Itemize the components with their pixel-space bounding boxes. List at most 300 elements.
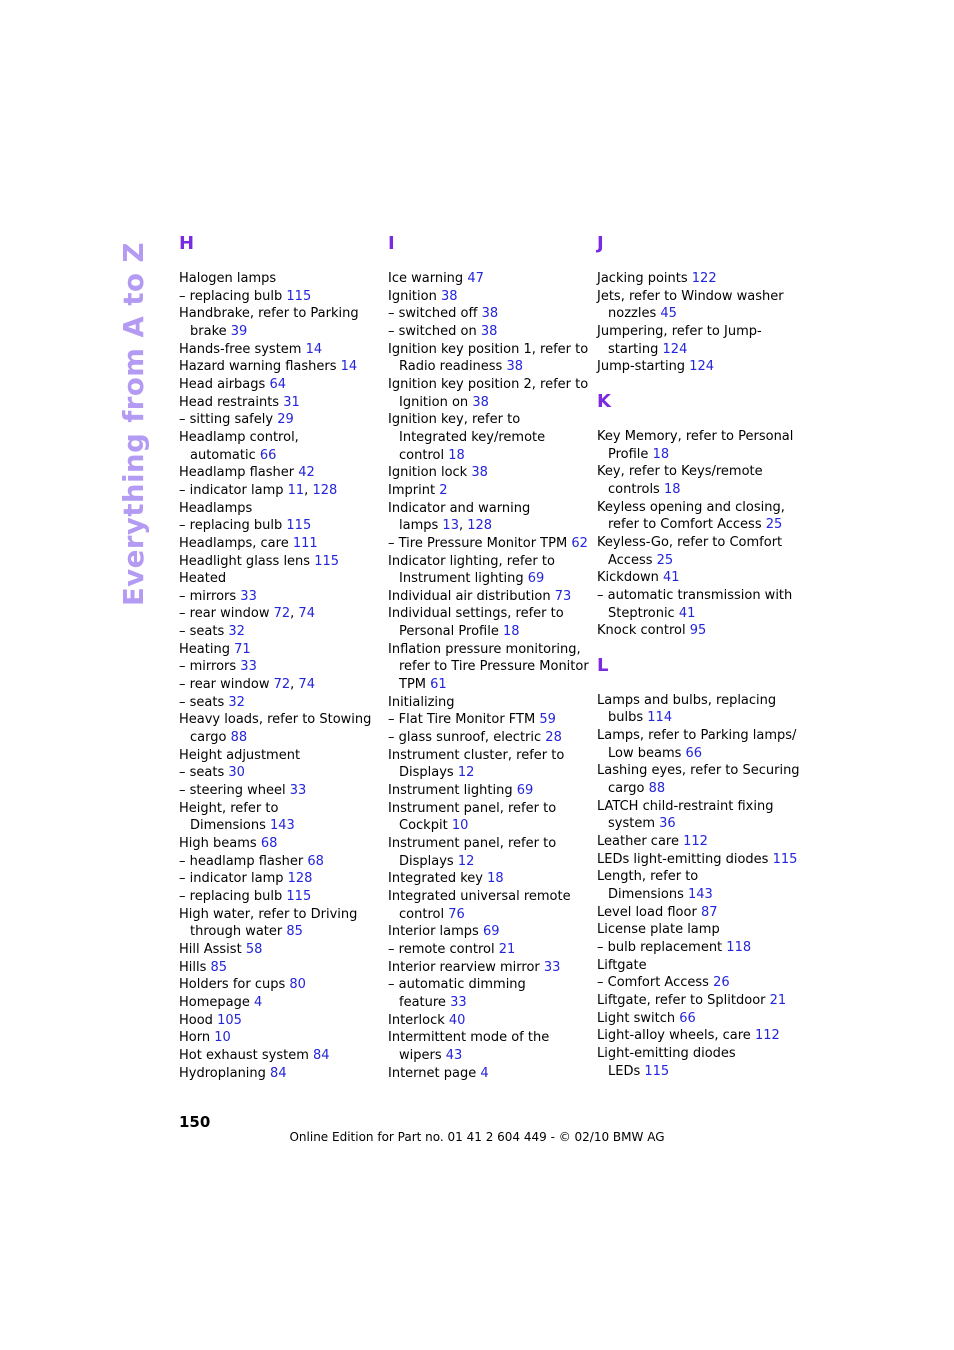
entry-text: Holders for cups [179,977,286,993]
index-section [179,232,384,1082]
page-reference-link[interactable]: 84 [313,1047,330,1063]
page-reference-link[interactable]: 21 [498,941,516,957]
entry-text: Handbrake, refer to Parking [179,306,359,322]
index-entry [388,1065,593,1083]
page-reference-link[interactable]: 115 [286,518,312,534]
index-column-1 [179,228,384,1082]
entry-text: starting [608,341,659,357]
entry-text: Hill Assist [179,941,242,957]
index-entry [597,1045,802,1080]
entry-text: Intermittent mode of the [388,1030,550,1046]
entry-text: – indicator lamp [179,482,284,498]
index-entry [179,341,384,359]
page-reference-link[interactable]: 45 [660,306,677,322]
entry-text: Head airbags [179,376,266,392]
page-reference-link[interactable]: 66 [259,447,277,463]
index-entry [179,835,384,853]
page-reference-link[interactable]: 115 [644,1063,670,1079]
index-entry [179,959,384,977]
index-entry [388,800,593,835]
index-entry [388,923,593,941]
index-entry [388,888,593,923]
entry-text: Imprint [388,482,436,498]
entry-text: – seats [179,624,225,640]
entry-text: – replacing bulb [179,888,283,904]
entry-text: Interior lamps [388,924,479,940]
page-reference-link[interactable]: 68 [307,853,324,869]
entry-text: Dimensions [190,818,266,834]
page-reference-link[interactable]: 143 [270,818,295,834]
page-reference-link[interactable]: 62 [571,535,588,551]
page-reference-link[interactable]: 58 [245,941,263,957]
index-subentry [388,535,593,553]
page-reference-link[interactable]: 112 [683,834,708,850]
page-reference-link[interactable]: 74 [298,677,315,693]
page-reference-link[interactable]: 2 [439,482,448,498]
page-reference-link[interactable]: 38 [472,394,489,410]
entry-text: – bulb replacement [597,940,723,955]
page-reference-link[interactable]: 115 [314,553,340,569]
page-reference-link[interactable]: 40 [448,1012,466,1028]
entry-text: Ice warning [388,271,464,286]
entry-text: Light switch [597,1010,676,1026]
entry-text: Level load floor [597,904,697,920]
index-entry [597,992,802,1010]
index-entry [388,870,593,888]
index-section [388,232,593,1082]
footer-text: Online Edition for Part no. 01 41 2 604 449 - © 02/10 BMW AG [289,1130,665,1144]
index-section [597,654,802,1080]
index-entry [388,747,593,782]
entry-text: Hydroplaning [179,1065,266,1081]
entry-text: Personal Profile [399,624,499,640]
page-reference-link[interactable]: 84 [270,1065,287,1081]
entry-text: – seats [179,694,225,710]
entry-text: Ignition on [399,394,469,410]
page-reference-link[interactable]: 115 [286,888,312,904]
entry-text: TPM [399,677,426,693]
entry-text: Displays [399,853,454,869]
page-reference-link[interactable]: 14 [305,341,323,357]
page-reference-link[interactable]: 64 [269,376,286,392]
page-reference-link[interactable]: 128 [467,518,493,534]
index-subentry [597,587,802,622]
index-entry [597,762,802,797]
index-entry [388,376,593,411]
index-entry [179,429,384,464]
page-reference-link[interactable]: 33 [450,994,467,1010]
index-subentry [179,888,384,906]
page-reference-link[interactable]: 71 [234,641,251,657]
entry-text: Headlamp flasher [179,465,295,481]
index-entry [388,782,593,800]
index-subentry [179,288,384,306]
entry-text: High water, refer to Driving [179,906,358,922]
index-entry [388,959,593,977]
entry-text: Displays [399,765,454,781]
page-reference-link[interactable]: 31 [283,394,300,410]
index-entry [597,499,802,534]
entry-text: Jump-starting [597,359,686,375]
index-entry [179,535,384,553]
index-entry [597,798,802,833]
entry-text: – remote control [388,941,495,957]
index-entry [179,270,384,288]
entry-text: Instrument panel, refer to [388,836,557,851]
page-reference-link[interactable]: 115 [286,288,312,304]
entry-text: Integrated key [388,871,483,887]
page-reference-link[interactable]: 43 [445,1047,463,1063]
page-reference-link[interactable]: 124 [662,341,688,357]
page-reference-link[interactable]: 12 [457,853,475,869]
entry-text: Knock control [597,623,686,639]
page-reference-link[interactable]: 18 [652,446,670,462]
page-reference-link[interactable]: 26 [713,975,730,991]
index-entry [179,305,384,340]
index-entry [597,288,802,323]
entry-text: control [399,447,445,463]
entry-text: Hills [179,959,207,975]
index-entry [597,428,802,463]
entry-text: Light-emitting diodes [597,1045,736,1061]
entry-text: Heated [179,571,227,587]
entry-text: Jacking points [597,271,688,286]
entry-text: – rear window [179,606,270,622]
page-reference-link[interactable]: 95 [689,623,707,639]
page-reference-link[interactable]: 111 [292,535,318,551]
index-entry [597,323,802,358]
section-letter: K [597,390,611,412]
index-entry [597,270,802,288]
page-reference-link[interactable]: 74 [298,606,315,622]
entry-text: – indicator lamp [179,871,284,887]
index-entry [597,569,802,587]
entry-text: – headlamp flasher [179,853,304,869]
page-reference-link[interactable]: 112 [754,1028,780,1044]
entry-text: – switched off [388,306,478,322]
page-reference-link[interactable]: 66 [679,1010,696,1026]
page-reference-link[interactable]: 14 [340,359,358,375]
entry-text: Height adjustment [179,747,301,763]
entry-text: Access [608,552,653,568]
index-entry [179,394,384,412]
index-subentry [597,939,802,957]
entry-text: Hazard warning flashers [179,359,337,375]
entry-text: wipers [399,1047,442,1063]
entry-text: Hands-free system [179,341,302,357]
entry-text: Dimensions [608,887,684,903]
index-subentry: – indicator lamp 11, 128 [179,482,338,498]
entry-text: automatic [190,447,256,463]
index-entry [597,692,802,727]
entry-text: Leather care [597,834,679,850]
entry-text: – rear window [179,677,270,693]
entry-text: Ignition [388,288,437,304]
entry-text: Initializing [388,694,455,710]
index-subentry [388,323,593,341]
page-reference-link[interactable]: 33 [240,588,257,604]
entry-text: Individual settings, refer to [388,606,564,622]
page-reference-link[interactable]: 128 [287,871,313,887]
entry-text: lamps [399,518,439,534]
index-entry [597,622,802,640]
entry-text: Ignition key, refer to [388,412,521,428]
entry-text: Cockpit [399,818,448,834]
entry-text: Length, refer to [597,869,699,885]
page-reference-link[interactable]: 85 [286,924,303,940]
entry-text: Homepage [179,994,250,1010]
page-reference-link[interactable]: 18 [487,871,504,887]
index-entry [388,411,593,464]
index-subentry: – rear window 72, 74 [179,606,315,622]
entry-text: Headlamps, care [179,535,289,551]
entry-text: Hood [179,1012,213,1028]
page-reference-link[interactable]: 30 [228,765,245,781]
entry-text: refer to Tire Pressure Monitor [399,659,589,675]
entry-text: Indicator and warning [388,500,531,516]
entry-text: Heavy loads, refer to Stowing [179,712,372,728]
entry-text: Inflation pressure monitoring, [388,641,581,657]
page-reference-link[interactable]: 32 [228,694,245,710]
page-reference-link[interactable]: 33 [289,783,307,799]
page-reference-link[interactable]: 25 [765,517,783,533]
index-entry [179,376,384,394]
index-entry [388,641,593,694]
page-reference-link[interactable]: 38 [440,288,458,304]
page-reference-link[interactable]: 143 [688,887,713,903]
entry-text: LEDs [608,1063,641,1079]
entry-text: Instrument cluster, refer to [388,747,565,763]
page-reference-link[interactable]: 88 [648,781,666,797]
entry-text: Liftgate, refer to Splitdoor [597,992,766,1008]
entry-text: through water [190,924,283,940]
page-reference-link[interactable]: 13 [442,518,459,534]
index-entry [179,976,384,994]
page-reference-link[interactable]: 76 [448,906,465,922]
index-entry [179,1012,384,1030]
entry-text: controls [608,481,660,497]
page-reference-link[interactable]: 85 [210,959,228,975]
index-entry [597,904,802,922]
entry-text: Interlock [388,1012,445,1028]
page-reference-link[interactable]: 38 [480,323,498,339]
page-reference-link[interactable]: 11 [287,482,305,498]
index-entry [179,464,384,482]
page-number: 150 [179,1113,211,1131]
entry-text: – seats [179,765,225,781]
page-reference-link[interactable]: 115 [772,851,798,867]
entry-text: – mirrors [179,588,237,604]
entry-text: – replacing bulb [179,288,283,304]
index-entry [388,288,593,306]
index-entry [388,341,593,376]
entry-text: control [399,906,445,922]
page-reference-link[interactable]: 38 [506,359,524,375]
entry-text: Jets, refer to Window washer [597,288,784,304]
entry-text: Lashing eyes, refer to Securing [597,763,800,779]
entry-text: – Comfort Access [597,975,709,991]
entry-text: – automatic transmission with [597,587,793,603]
page-reference-link[interactable]: 68 [260,836,278,851]
section-letter: L [597,654,609,676]
entry-text: Horn [179,1030,211,1046]
entry-text: Keyless-Go, refer to Comfort [597,534,783,550]
index-entry [388,464,593,482]
index-subentry [179,623,384,641]
index-entry [388,605,593,640]
section-letter: J [597,233,604,254]
entry-text: nozzles [608,306,657,322]
page-reference-link[interactable]: 61 [430,677,447,693]
page-reference-link[interactable]: 10 [214,1030,231,1046]
page-reference-link[interactable]: 87 [700,904,718,920]
page-reference-link[interactable]: 73 [554,588,572,604]
page-reference-link[interactable]: 47 [467,271,484,286]
page-reference-link[interactable]: 4 [480,1065,489,1081]
page-reference-link[interactable]: 4 [254,994,263,1010]
entry-text: Halogen lamps [179,271,277,286]
index-entry [179,994,384,1012]
page-reference-link[interactable]: 72 [273,606,291,622]
entry-text: – steering wheel [179,783,286,799]
entry-text: Key Memory, refer to Personal [597,428,794,444]
entry-text: Individual air distribution [388,588,551,604]
page-reference-link[interactable]: 21 [769,992,787,1008]
index-entry [179,941,384,959]
page-reference-link[interactable]: 41 [678,605,696,621]
page-reference-link[interactable]: 114 [647,710,673,726]
entry-text: Keyless opening and closing, [597,499,785,515]
page-reference-link[interactable]: 33 [543,959,561,975]
page-reference-link[interactable]: 29 [277,412,294,428]
index-entry [388,588,593,606]
page-reference-link[interactable]: 38 [481,306,499,322]
page-reference-link[interactable]: 12 [457,765,475,781]
entry-text: Height, refer to [179,800,279,816]
index-entry [597,1010,802,1028]
page-reference-link[interactable]: 88 [230,730,248,746]
entry-text: Ignition key position 2, refer to [388,376,589,392]
page-reference-link[interactable]: 122 [691,271,717,286]
page-reference-link[interactable]: 36 [659,816,676,832]
page-reference-link[interactable]: 80 [289,977,306,993]
page-reference-link[interactable]: 38 [471,465,488,481]
index-entry [597,868,802,903]
index-subentry [179,782,384,800]
index-section [597,232,802,376]
page-reference-link[interactable]: 42 [298,465,315,481]
entry-text: Instrument lighting [399,571,524,587]
index-entry [597,1027,802,1045]
index-subentry [179,588,384,606]
index-entry [597,851,802,869]
entry-text: Head restraints [179,394,280,410]
entry-text: Ignition lock [388,465,468,481]
entry-text: Key, refer to Keys/remote [597,464,763,480]
page-reference-link[interactable]: 59 [539,712,556,728]
index-entry [388,553,593,588]
page-reference-link[interactable]: 28 [545,730,562,746]
index-subentry [179,517,384,535]
entry-text: Lamps, refer to Parking lamps/ [597,728,797,744]
page-reference-link[interactable]: 32 [228,624,245,640]
entry-text: Integrated key/remote [399,429,546,445]
entry-text: – automatic dimming [388,977,526,993]
entry-text: Indicator lighting, refer to [388,553,555,569]
index-subentry [388,941,593,959]
page-reference-link[interactable]: 25 [656,552,674,568]
index-entry [179,906,384,941]
section-letter: I [388,233,395,254]
index-entry [179,1065,384,1083]
page-reference-link[interactable]: 18 [502,624,520,640]
entry-text: Internet page [388,1065,477,1081]
entry-text: – Flat Tire Monitor FTM [388,712,536,728]
index-entry [597,463,802,498]
page-reference-link[interactable]: 33 [240,659,257,675]
section-letter: H [179,233,195,254]
page-reference-link[interactable]: 69 [482,924,500,940]
entry-text: Jumpering, refer to Jump- [597,323,762,339]
page-reference-link[interactable]: 10 [451,818,469,834]
entry-text: Hot exhaust system [179,1047,309,1063]
index-entry [597,957,802,975]
page-reference-link[interactable]: 124 [689,359,715,375]
entry-text: Liftgate [597,957,647,973]
index-subentry [597,974,802,992]
entry-text: Radio readiness [399,359,503,375]
entry-text: LATCH child-restraint fixing [597,798,774,814]
entry-text: License plate lamp [597,922,720,938]
index-entry [179,1047,384,1065]
page-reference-link[interactable]: 72 [273,677,291,693]
page-reference-link[interactable]: 39 [230,323,248,339]
index-entry [388,270,593,288]
page-reference-link[interactable]: 69 [527,571,545,587]
index-entry [179,570,384,588]
page-reference-link[interactable]: 18 [663,481,681,497]
index-subentry [179,853,384,871]
index-entry [179,747,384,765]
index-entry [388,835,593,870]
index-subentry [179,658,384,676]
index-subentry [179,694,384,712]
page-reference-link[interactable]: 41 [663,570,680,586]
entry-text: – replacing bulb [179,518,283,534]
entry-text: – mirrors [179,659,237,675]
page-reference-link[interactable]: 69 [516,783,534,799]
page-reference-link[interactable]: 128 [312,482,338,498]
page-reference-link[interactable]: 18 [448,447,465,463]
index-subentry [179,764,384,782]
entry-text: Headlight glass lens [179,553,311,569]
page-reference-link[interactable]: 118 [726,940,752,955]
entry-text: Lamps and bulbs, replacing [597,692,777,708]
index-column-3 [597,228,802,1080]
entry-text: – glass sunroof, electric [388,730,542,746]
entry-text: Heating [179,641,230,657]
page-reference-link[interactable]: 66 [685,745,703,761]
entry-text: High beams [179,836,257,851]
side-title: Everything from A to Z [118,242,150,606]
index-subentry [179,411,384,429]
entry-text: Headlamp control, [179,429,299,445]
index-entry [597,921,802,939]
index-entry [388,1029,593,1064]
page-reference-link[interactable]: 105 [217,1012,242,1028]
index-entry [179,358,384,376]
entry-text: Profile [608,446,649,462]
